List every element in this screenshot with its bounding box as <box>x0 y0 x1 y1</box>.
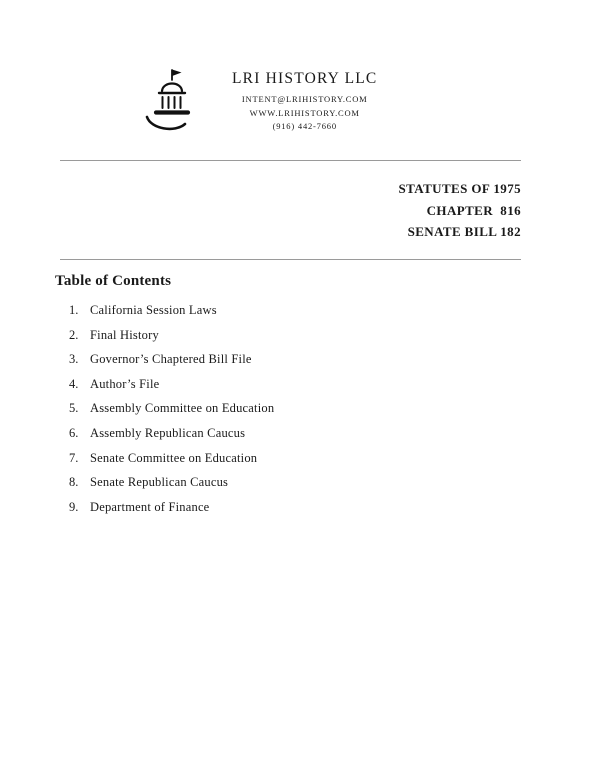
toc-item <box>69 303 274 328</box>
divider-bottom <box>60 259 521 260</box>
toc-item-number: 1. <box>69 303 79 317</box>
website-line: WWW.LRIHISTORY.COM <box>249 107 360 118</box>
toc-item <box>69 451 274 476</box>
toc-item-number: 3. <box>69 352 79 367</box>
toc-item-label: California Session Laws <box>90 303 217 317</box>
toc-list <box>69 303 274 524</box>
toc-item <box>69 401 274 426</box>
chapter-number: CHAPTER 816 <box>426 202 521 218</box>
divider-top <box>60 160 521 161</box>
toc-item-number: 4. <box>69 376 79 391</box>
toc-item-label: Assembly Committee on Education <box>90 401 275 416</box>
toc-item <box>69 377 274 402</box>
toc-item-number: 2. <box>69 327 79 342</box>
toc-item <box>69 426 274 451</box>
senate-bill-number: SENATE BILL 182 <box>407 224 521 239</box>
toc-item-label: Senate Republican Caucus <box>90 475 229 490</box>
letterhead-text <box>232 70 377 134</box>
toc-item <box>69 475 274 500</box>
toc-heading: Table of Contents <box>55 273 172 289</box>
letterhead <box>142 66 377 138</box>
toc-item <box>69 500 274 525</box>
capitol-dome-sketch-icon <box>142 66 200 138</box>
toc-item-number: 5. <box>69 401 79 416</box>
toc-item <box>69 352 274 377</box>
toc-item-label: Department of Finance <box>90 499 210 514</box>
toc-item-number: 6. <box>69 425 79 440</box>
toc-item-label: Final History <box>90 327 159 342</box>
statutes-of-year: STATUTES OF 1975 <box>398 181 521 196</box>
toc-item-label: Author’s File <box>90 376 160 391</box>
toc-item-number: 9. <box>69 499 79 514</box>
toc-item <box>69 328 274 353</box>
toc-item-number: 7. <box>69 450 79 465</box>
toc-item-number: 8. <box>69 475 79 490</box>
phone-line: (916) 442-7660 <box>272 121 337 132</box>
toc-item-label: Senate Committee on Education <box>90 450 258 465</box>
email-line: INTENT@LRIHISTORY.COM <box>241 94 368 105</box>
toc-item-label: Assembly Republican Caucus <box>90 425 246 440</box>
statute-title-block <box>399 178 521 243</box>
toc-item-label: Governor’s Chaptered Bill File <box>90 352 252 367</box>
company-name: LRI HISTORY LLC <box>232 70 378 88</box>
